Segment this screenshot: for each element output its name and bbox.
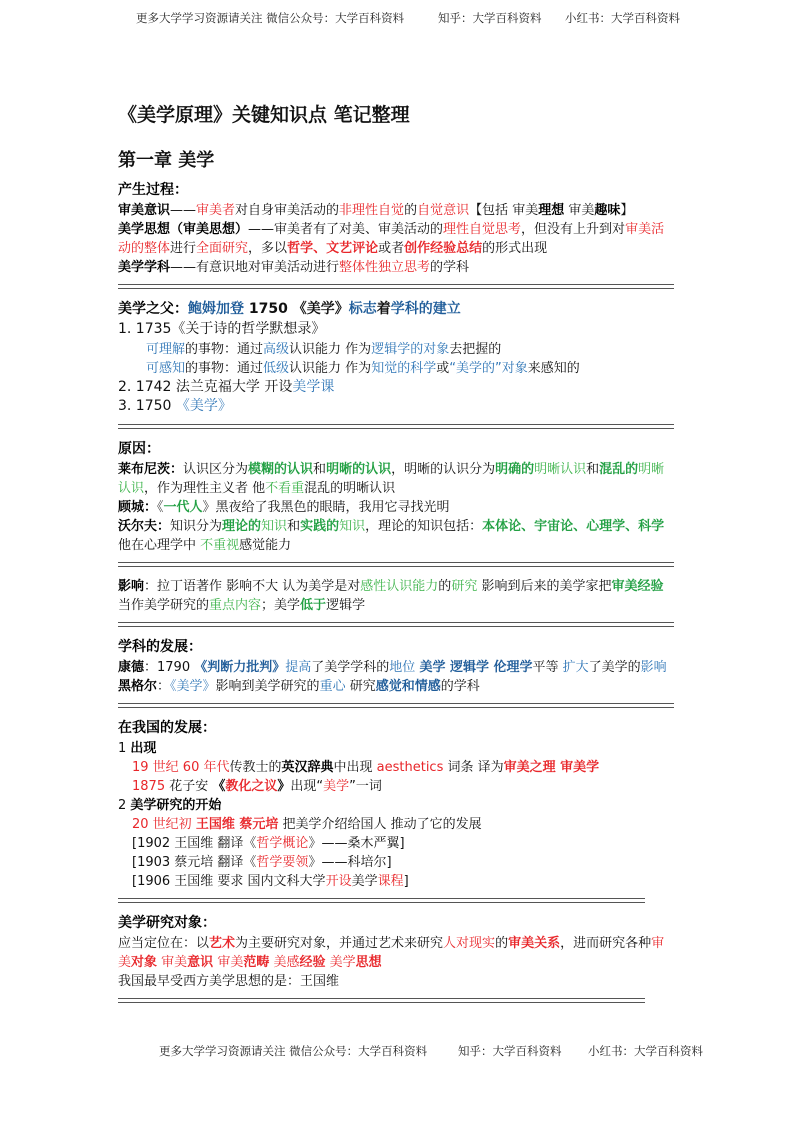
text-run: 逻辑学 xyxy=(326,597,366,613)
notes-content xyxy=(118,180,674,1003)
text-run: 一代人 xyxy=(163,499,203,515)
text-run: 中出现 xyxy=(333,759,377,775)
text-run: 思想 xyxy=(355,954,382,970)
text-run: 》——桑木严翼] xyxy=(308,835,405,851)
text-line xyxy=(118,340,674,359)
text-run: 审美之理 审美学 xyxy=(503,759,600,775)
text-run: 来感知的 xyxy=(527,360,580,376)
text-run: 知识 xyxy=(339,518,366,534)
text-run: 的事物：通过 xyxy=(185,341,264,357)
text-run: 或 xyxy=(436,360,450,376)
text-line xyxy=(118,777,674,796)
text-run: 的学科 xyxy=(430,260,470,275)
text-run: 王国维 蔡元培 xyxy=(195,816,279,832)
text-run: 美学 xyxy=(323,778,350,794)
text-run: 影响到美学研究的 xyxy=(215,678,320,694)
text-run: 研究 xyxy=(345,678,376,694)
text-run: 美感 xyxy=(269,954,300,970)
text-run: “美学的” xyxy=(449,360,502,376)
text-run: 影响到后来的美学家把 xyxy=(477,578,612,594)
text-run: [1903 蔡元培 翻译《 xyxy=(132,854,257,870)
text-run: [1906 王国维 要求 国内文科大学 xyxy=(132,873,326,889)
text-run: 经验 xyxy=(299,954,326,970)
text-run: 》 xyxy=(277,778,291,794)
text-line xyxy=(118,815,674,834)
text-run: ：1790 xyxy=(144,659,195,675)
text-run: 本体论、宇宙论、心理学、科学 xyxy=(482,518,665,534)
text-run: 全面研究 xyxy=(196,241,249,256)
section-heading xyxy=(118,299,674,320)
text-line xyxy=(118,677,674,696)
text-run: ——审美者有了对美、审美活动的 xyxy=(248,222,444,237)
text-run: 1875 xyxy=(132,778,166,794)
text-run: 3. 1750 xyxy=(118,398,176,414)
text-run: 莱布尼茨： xyxy=(118,461,184,477)
text-run: 学科的发展： xyxy=(118,638,202,655)
text-run: 》黑夜给了我黑色的眼睛，我用它寻找光明 xyxy=(202,499,450,515)
text-run: 可理解 xyxy=(146,341,186,357)
text-run: 不重视 xyxy=(200,537,240,553)
text-run: 康德 xyxy=(118,659,145,675)
text-run: 着 xyxy=(376,301,391,317)
text-run: 在我国的发展： xyxy=(118,719,216,736)
text-run: 1 xyxy=(118,740,131,756)
text-run: 或者 xyxy=(378,241,405,256)
text-run: 认识能力 作为 xyxy=(289,341,372,357)
text-run: 艺术 xyxy=(209,935,236,951)
section-divider xyxy=(118,424,674,429)
text-run: 明确的 xyxy=(495,461,535,477)
text-run: 审美活动的整体 xyxy=(118,222,665,256)
text-run: 的 xyxy=(495,935,509,951)
section-heading xyxy=(118,439,674,460)
footer-wechat: 更多大学学习资源请关注 微信公众号：大学百科资料 xyxy=(159,1044,428,1058)
text-run: 《美学》 xyxy=(175,398,232,414)
text-run: 了美学的 xyxy=(588,659,641,675)
text-run: 重点内容 xyxy=(209,597,262,613)
header-zhihu: 知乎：大学百科资料 xyxy=(438,11,542,25)
text-run: 影响 xyxy=(118,578,145,594)
section-divider xyxy=(118,898,645,903)
text-run: 审美 xyxy=(564,203,595,218)
text-run: 认识能力 作为 xyxy=(289,360,372,376)
text-run: 哲学要领 xyxy=(256,854,309,870)
text-run: 】 xyxy=(620,203,634,218)
text-run: 黑格尔 xyxy=(118,678,158,694)
text-run: 范畴 xyxy=(243,954,270,970)
text-run: 低于 xyxy=(300,597,327,613)
text-run: ，多以 xyxy=(248,241,288,256)
text-line xyxy=(118,658,674,677)
text-run: 19 世纪 60 年代 xyxy=(132,759,230,775)
text-run: 创作经验总结 xyxy=(404,241,483,256)
text-run: 混乱的 xyxy=(599,461,639,477)
text-run: 开设 xyxy=(325,873,352,889)
text-run: 教化之议 xyxy=(225,778,278,794)
text-run: 审美意识 xyxy=(118,203,171,218)
text-run: 美学 xyxy=(325,954,356,970)
section-divider xyxy=(118,622,674,627)
text-run: —— xyxy=(170,203,197,218)
section-divider xyxy=(118,562,674,567)
text-run: 和 xyxy=(586,461,600,477)
section-heading xyxy=(118,637,674,658)
text-run: 美学 逻辑学 伦理学 xyxy=(419,659,533,675)
text-run: 鲍姆加登 xyxy=(188,301,244,317)
text-run: aesthetics xyxy=(376,759,444,775)
text-run: ，理论的知识包括： xyxy=(365,518,483,534)
text-run: 地位 xyxy=(389,659,416,675)
document-title: 《美学原理》关键知识点 笔记整理 xyxy=(118,104,410,126)
text-run: 美学研究的开始 xyxy=(130,797,222,813)
text-run: 学科的建立 xyxy=(390,301,461,317)
text-run: 进行 xyxy=(170,241,197,256)
text-line xyxy=(118,758,674,777)
list-item xyxy=(118,320,674,340)
text-run: 感性认识能力 xyxy=(360,578,439,594)
text-run: 不看重 xyxy=(265,480,305,496)
text-line xyxy=(118,577,674,615)
text-run: 词条 译为 xyxy=(443,759,504,775)
text-run: 美学思想（审美思想） xyxy=(118,222,249,237)
text-run: 平等 xyxy=(532,659,563,675)
text-line xyxy=(118,201,674,220)
text-run: 哲学概论 xyxy=(256,835,309,851)
section-divider xyxy=(118,703,674,708)
text-run: 原因： xyxy=(118,440,160,457)
text-run: 人对现实 xyxy=(443,935,496,951)
text-run: 1. 1735《关于诗的哲学默想录》 xyxy=(118,321,326,337)
text-run: 美学研究对象 xyxy=(118,914,202,931)
text-run: 实践的 xyxy=(300,518,340,534)
text-line xyxy=(118,934,674,972)
section-divider xyxy=(118,284,674,289)
text-run: 影响 xyxy=(640,659,667,675)
section-heading xyxy=(118,718,674,739)
section-divider xyxy=(118,998,645,1003)
text-run: 低级 xyxy=(263,360,290,376)
document-body xyxy=(118,100,674,1013)
text-run: ；美学 xyxy=(261,597,301,613)
header-wechat: 更多大学学习资源请关注 微信公众号：大学百科资料 xyxy=(136,11,405,25)
text-run: 英汉辞典 xyxy=(281,759,334,775)
text-run: 对自身审美活动的 xyxy=(235,203,340,218)
text-run: 我国最早受西方美学思想的是：王国维 xyxy=(118,973,340,989)
text-run: 的 xyxy=(438,578,452,594)
text-run: 当作美学研究的 xyxy=(118,597,210,613)
text-run: 《 xyxy=(212,778,226,794)
text-run: 》——科培尔] xyxy=(308,854,392,870)
text-run: 非理性自觉 xyxy=(339,203,405,218)
text-run: 理想 xyxy=(538,203,565,218)
text-run: 他在心理学中 xyxy=(118,537,201,553)
text-run: ，但没有上升到对 xyxy=(521,222,626,237)
text-line xyxy=(118,359,674,378)
text-line xyxy=(118,796,674,815)
text-run: 为主要研究对象，并通过艺术来研究 xyxy=(235,935,444,951)
text-run: 对象 xyxy=(131,954,158,970)
section-heading xyxy=(118,180,674,201)
text-run: 知识分为 xyxy=(170,518,223,534)
chapter-heading: 第一章 美学 xyxy=(118,150,215,171)
text-line xyxy=(118,739,674,758)
text-run: 明晰的认识 xyxy=(326,461,392,477)
section-heading xyxy=(118,913,674,934)
footer-zhihu: 知乎：大学百科资料 xyxy=(458,1044,562,1058)
text-run: 认识区分为 xyxy=(183,461,249,477)
text-run: 提高 xyxy=(285,659,312,675)
text-run: 和 xyxy=(287,518,301,534)
text-run: 的 xyxy=(404,203,418,218)
header-xiaohongshu: 小红书：大学百科资料 xyxy=(565,11,680,25)
text-run: 2. 1742 法兰克福大学 开设 xyxy=(118,378,293,395)
text-run: 明晰认识 xyxy=(534,461,587,477)
text-run: 理性自觉思考 xyxy=(443,222,522,237)
text-run: 应当定位在：以 xyxy=(118,935,210,951)
text-run: ] xyxy=(403,873,409,889)
text-run: 课程 xyxy=(377,873,404,889)
text-run: 哲学、文艺评论 xyxy=(287,241,379,256)
text-run: 《判断力批判》 xyxy=(194,659,286,675)
text-line xyxy=(118,498,674,517)
text-run: 的形式出现 xyxy=(482,241,548,256)
text-run: [1902 王国维 翻译《 xyxy=(132,835,257,851)
text-run: 顾城： xyxy=(118,499,158,515)
text-run: 趣味 xyxy=(594,203,621,218)
text-run: 可感知 xyxy=(146,360,186,376)
text-line xyxy=(118,834,674,853)
text-run: 研究 xyxy=(451,578,478,594)
text-run: ——有意识地对审美活动进行 xyxy=(170,260,340,275)
text-run: 美学课 xyxy=(292,378,335,395)
text-line xyxy=(118,972,674,991)
text-run: 扩大 xyxy=(562,659,589,675)
text-run: 自觉意识 xyxy=(417,203,470,218)
text-run: 花子安 xyxy=(165,778,213,794)
text-run: 去把握的 xyxy=(449,341,502,357)
list-item xyxy=(118,397,674,417)
text-run: 产生过程： xyxy=(118,182,188,198)
text-run: 了美学学科的 xyxy=(311,659,390,675)
text-run: 美学 xyxy=(351,873,378,889)
text-run: ：拉丁语著作 影响不大 认为美学是对 xyxy=(144,578,361,594)
text-run: 理论的 xyxy=(222,518,262,534)
text-run: 传教士的 xyxy=(229,759,282,775)
text-run: 审美经验 xyxy=(611,578,664,594)
text-run: 对象 xyxy=(501,360,528,376)
text-run: 《 xyxy=(157,499,164,515)
text-run: ，作为理性主义者 他 xyxy=(144,480,266,496)
text-run: 【包括 审美 xyxy=(469,203,539,218)
text-line xyxy=(118,517,674,555)
text-run: 的学科 xyxy=(440,678,480,694)
text-run: 明晰认识 xyxy=(118,461,665,496)
text-line xyxy=(118,258,674,277)
text-run: 意识 xyxy=(187,954,214,970)
text-run: 《美学》 xyxy=(170,678,216,694)
text-line xyxy=(118,460,674,498)
text-run: 标志 xyxy=(348,301,377,317)
text-run: 高级 xyxy=(263,341,290,357)
text-run: 把美学介绍给国人 推动了它的发展 xyxy=(278,816,482,832)
text-run: ”一词 xyxy=(349,778,382,794)
text-line xyxy=(118,872,674,891)
text-run: 审美者 xyxy=(196,203,236,218)
text-run: 1750 《美学》 xyxy=(244,301,349,317)
text-line xyxy=(118,220,674,258)
text-run: 整体性独立思考 xyxy=(339,260,431,275)
text-run: ，进而研究各种 xyxy=(560,935,652,951)
text-run: ，明晰的认识分为 xyxy=(391,461,496,477)
footer-xiaohongshu: 小红书：大学百科资料 xyxy=(588,1044,703,1058)
text-run: 沃尔夫： xyxy=(118,518,171,534)
text-run: 模糊的认识 xyxy=(248,461,314,477)
text-run: 和 xyxy=(313,461,327,477)
text-run: 的事物：通过 xyxy=(185,360,264,376)
text-run: 感觉能力 xyxy=(239,537,292,553)
text-run: 美学之父： xyxy=(118,301,188,317)
text-line xyxy=(118,853,674,872)
text-run: 出现 xyxy=(130,740,157,756)
text-run: 混乱的明晰认识 xyxy=(304,480,396,496)
text-run: ： xyxy=(157,678,171,694)
text-run: 感觉和情感 xyxy=(375,678,441,694)
text-run: 出现“ xyxy=(290,778,324,794)
text-run: 重心 xyxy=(319,678,346,694)
text-run: 逻辑学的对象 xyxy=(371,341,450,357)
text-run: 审美关系 xyxy=(508,935,561,951)
text-run: 知觉的科学 xyxy=(371,360,437,376)
text-run: 审美 xyxy=(118,935,665,970)
text-run: 20 世纪初 xyxy=(132,816,196,832)
text-run: ： xyxy=(202,914,216,931)
text-run: 审美 xyxy=(213,954,244,970)
list-item xyxy=(118,378,674,398)
text-run: 知识 xyxy=(261,518,288,534)
text-run: 审美 xyxy=(157,954,188,970)
text-run: 2 xyxy=(118,797,131,813)
text-run: 美学学科 xyxy=(118,260,171,275)
